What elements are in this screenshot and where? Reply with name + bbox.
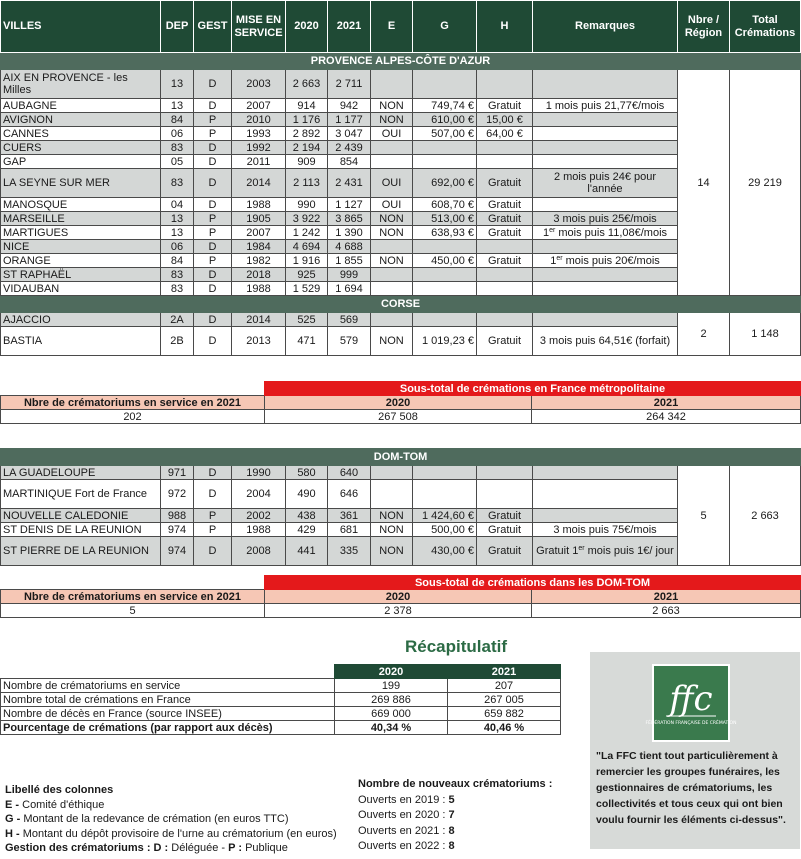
new-crem-item: Ouverts en 2022 : 8 — [358, 840, 455, 852]
e-cell: OUI — [371, 127, 413, 141]
subtotal-dom-title: Sous-total de crémations dans les DOM-TOM — [265, 576, 801, 590]
recap-label: Nombre de crématoriums en service — [1, 679, 335, 693]
h-cell: Gratuit — [477, 537, 533, 566]
h-cell — [477, 240, 533, 254]
val-2021-cell: 3 047 — [328, 127, 371, 141]
h-cell: Gratuit — [477, 169, 533, 198]
e-cell: NON — [371, 99, 413, 113]
g-cell: 450,00 € — [413, 254, 477, 268]
val-2020-cell: 925 — [286, 268, 328, 282]
g-cell: 513,00 € — [413, 212, 477, 226]
remarks-cell: 3 mois puis 25€/mois — [533, 212, 678, 226]
e-cell — [371, 141, 413, 155]
new-crem-item: Ouverts en 2020 : 7 — [358, 809, 455, 821]
g-cell — [413, 141, 477, 155]
mise-cell: 1992 — [232, 141, 286, 155]
legend-e: E - Comité d'éthique — [5, 798, 105, 811]
dep-cell: 971 — [161, 466, 194, 480]
val-2021-cell: 646 — [328, 480, 371, 509]
col-e: E — [371, 1, 413, 53]
gest-cell: D — [194, 141, 232, 155]
gest-cell: D — [194, 99, 232, 113]
val-2020-cell: 914 — [286, 99, 328, 113]
dep-cell: 2B — [161, 327, 194, 356]
remarks-cell — [533, 198, 678, 212]
g-cell — [413, 155, 477, 169]
remarks-cell — [533, 313, 678, 327]
blank-cell — [1, 382, 265, 396]
val-2021-cell: 569 — [328, 313, 371, 327]
remarks-cell: Gratuit 1er mois puis 1€/ jour — [533, 537, 678, 566]
e-cell — [371, 282, 413, 296]
dep-cell: 83 — [161, 268, 194, 282]
subtotal-dom-2021-header: 2021 — [532, 590, 801, 604]
ffc-logo — [645, 664, 737, 742]
val-2021-cell: 942 — [328, 99, 371, 113]
val-2021-cell: 335 — [328, 537, 371, 566]
gest-cell: P — [194, 509, 232, 523]
remarks-cell — [533, 466, 678, 480]
e-cell: OUI — [371, 169, 413, 198]
subtotal-metro-title: Sous-total de crémations en France métropolitaine — [265, 382, 801, 396]
h-cell — [477, 268, 533, 282]
ffc-quote: "La FFC tient tout particulièrement à remercier les groupes funéraires, les gestionnaires de crématoriums, les collectivités et tous ceux qui ont bien voulu fournir les éléments ci-dessus". — [596, 750, 786, 826]
g-cell: 430,00 € — [413, 537, 477, 566]
val-2020-cell: 490 — [286, 480, 328, 509]
h-cell: Gratuit — [477, 226, 533, 240]
h-cell: 15,00 € — [477, 113, 533, 127]
dep-cell: 974 — [161, 537, 194, 566]
recap-2021-header: 2021 — [448, 665, 561, 679]
region-total: 29 219 — [730, 70, 801, 296]
col-remarques: Remarques — [533, 1, 678, 53]
dep-cell: 972 — [161, 480, 194, 509]
recap-label: Nombre total de crémations en France — [1, 693, 335, 707]
new-crem-item: Ouverts en 2019 : 5 — [358, 793, 455, 806]
val-2021-cell: 1 177 — [328, 113, 371, 127]
subtotal-metro-table — [0, 381, 801, 424]
remarks-cell — [533, 113, 678, 127]
subtotal-metro-2020: 267 508 — [265, 410, 532, 424]
recap-title: Récapitulatif — [405, 637, 508, 656]
val-2021-cell: 854 — [328, 155, 371, 169]
val-2021-cell: 579 — [328, 327, 371, 356]
dep-cell: 84 — [161, 254, 194, 268]
gest-cell: P — [194, 254, 232, 268]
e-cell — [371, 155, 413, 169]
ffc-logo-graphic — [645, 666, 737, 740]
ville-cell: MARTIGUES — [1, 226, 161, 240]
dep-cell: 04 — [161, 198, 194, 212]
mise-cell: 1988 — [232, 198, 286, 212]
val-2021-cell: 1 390 — [328, 226, 371, 240]
val-2021-cell: 1 855 — [328, 254, 371, 268]
remarks-cell — [533, 141, 678, 155]
ffc-logo-letters: ffc — [669, 679, 713, 719]
dep-cell: 988 — [161, 509, 194, 523]
ffc-box — [590, 652, 800, 849]
ville-cell: MARTINIQUE Fort de France — [1, 480, 161, 509]
remarks-cell — [533, 268, 678, 282]
dep-cell: 13 — [161, 226, 194, 240]
val-2021-cell: 3 865 — [328, 212, 371, 226]
val-2020-cell: 2 113 — [286, 169, 328, 198]
gest-cell: D — [194, 70, 232, 99]
val-2020-cell: 1 916 — [286, 254, 328, 268]
g-cell — [413, 268, 477, 282]
recap-row — [1, 693, 561, 707]
val-2020-cell: 471 — [286, 327, 328, 356]
e-cell: NON — [371, 226, 413, 240]
region-header-row — [1, 296, 801, 313]
crematorium-table — [0, 0, 801, 356]
col-gest: GEST — [194, 1, 232, 53]
new-crem-item: Ouverts en 2021 : 8 — [358, 824, 455, 837]
subtotal-metro-2020-header: 2020 — [265, 396, 532, 410]
val-2020-cell: 990 — [286, 198, 328, 212]
mise-cell: 2003 — [232, 70, 286, 99]
e-cell: NON — [371, 523, 413, 537]
subtotal-dom-2021: 2 663 — [532, 604, 801, 618]
ville-cell: LA GUADELOUPE — [1, 466, 161, 480]
gest-cell: D — [194, 268, 232, 282]
col-villes: VILLES — [1, 1, 161, 53]
val-2020-cell: 2 194 — [286, 141, 328, 155]
h-cell: Gratuit — [477, 99, 533, 113]
dep-cell: 06 — [161, 127, 194, 141]
legend-g: G - Montant de la redevance de crémation (en euros TTC) — [5, 813, 289, 825]
ville-cell: AVIGNON — [1, 113, 161, 127]
ville-cell: ORANGE — [1, 254, 161, 268]
gest-cell: D — [194, 327, 232, 356]
h-cell — [477, 141, 533, 155]
mise-cell: 2010 — [232, 113, 286, 127]
recap-2021: 659 882 — [448, 707, 561, 721]
gest-cell: P — [194, 113, 232, 127]
dep-cell: 83 — [161, 169, 194, 198]
g-cell: 1 424,60 € — [413, 509, 477, 523]
region-total: 1 148 — [730, 313, 801, 356]
h-cell: 64,00 € — [477, 127, 533, 141]
mise-cell: 1988 — [232, 282, 286, 296]
region-title: CORSE — [1, 296, 801, 313]
mise-cell: 2014 — [232, 169, 286, 198]
g-cell: 500,00 € — [413, 523, 477, 537]
region-title: DOM-TOM — [1, 449, 801, 466]
e-cell — [371, 70, 413, 99]
legend-h: H - Montant du dépôt provisoire de l'urne au crématorium (en euros) — [5, 827, 337, 840]
val-2021-cell: 681 — [328, 523, 371, 537]
g-cell — [413, 70, 477, 99]
g-cell — [413, 480, 477, 509]
subtotal-metro-2021: 264 342 — [532, 410, 801, 424]
ville-cell: CUERS — [1, 141, 161, 155]
mise-cell: 1984 — [232, 240, 286, 254]
val-2021-cell: 2 711 — [328, 70, 371, 99]
col-nbre: Nbre / Région — [678, 1, 730, 53]
remarks-cell — [533, 70, 678, 99]
region-header-row — [1, 449, 801, 466]
mise-cell: 2018 — [232, 268, 286, 282]
val-2021-cell: 999 — [328, 268, 371, 282]
gest-cell: P — [194, 226, 232, 240]
recap-2020: 40,34 % — [335, 721, 448, 735]
recap-2021: 267 005 — [448, 693, 561, 707]
subtotal-metro-count: 202 — [1, 410, 265, 424]
val-2020-cell: 909 — [286, 155, 328, 169]
remarks-cell — [533, 480, 678, 509]
h-cell — [477, 155, 533, 169]
e-cell: OUI — [371, 198, 413, 212]
e-cell: NON — [371, 327, 413, 356]
col-mise: MISE EN SERVICE — [232, 1, 286, 53]
val-2020-cell: 525 — [286, 313, 328, 327]
h-cell — [477, 466, 533, 480]
ville-cell: MANOSQUE — [1, 198, 161, 212]
g-cell: 638,93 € — [413, 226, 477, 240]
gest-cell: D — [194, 155, 232, 169]
mise-cell: 2013 — [232, 327, 286, 356]
ville-cell: BASTIA — [1, 327, 161, 356]
recap-label: Nombre de décès en France (source INSEE) — [1, 707, 335, 721]
dep-cell: 06 — [161, 240, 194, 254]
gest-cell: D — [194, 480, 232, 509]
gest-cell: D — [194, 313, 232, 327]
val-2021-cell: 2 439 — [328, 141, 371, 155]
recap-table — [0, 664, 561, 735]
gest-cell: P — [194, 523, 232, 537]
ville-cell: ST PIERRE DE LA REUNION — [1, 537, 161, 566]
mise-cell: 2007 — [232, 99, 286, 113]
gest-cell: D — [194, 169, 232, 198]
dep-cell: 05 — [161, 155, 194, 169]
region-total: 2 663 — [730, 466, 801, 566]
val-2021-cell: 1 127 — [328, 198, 371, 212]
subtotal-dom-2020-header: 2020 — [265, 590, 532, 604]
h-cell — [477, 70, 533, 99]
e-cell — [371, 240, 413, 254]
dep-cell: 13 — [161, 212, 194, 226]
blank-cell — [1, 576, 265, 590]
table-row — [1, 70, 801, 99]
e-cell — [371, 268, 413, 282]
recap-label: Pourcentage de crémations (par rapport aux décès) — [1, 721, 335, 735]
mise-cell: 2004 — [232, 480, 286, 509]
val-2021-cell: 361 — [328, 509, 371, 523]
e-cell: NON — [371, 254, 413, 268]
col-g: G — [413, 1, 477, 53]
ville-cell: CANNES — [1, 127, 161, 141]
subtotal-dom-count: 5 — [1, 604, 265, 618]
region-count: 14 — [678, 70, 730, 296]
h-cell: Gratuit — [477, 523, 533, 537]
e-cell — [371, 466, 413, 480]
dep-cell: 84 — [161, 113, 194, 127]
recap-2020: 199 — [335, 679, 448, 693]
val-2020-cell: 1 529 — [286, 282, 328, 296]
recap-2021: 40,46 % — [448, 721, 561, 735]
subtotal-dom-2020: 2 378 — [265, 604, 532, 618]
col-h: H — [477, 1, 533, 53]
dep-cell: 2A — [161, 313, 194, 327]
recap-2020-header: 2020 — [335, 665, 448, 679]
remarks-cell: 3 mois puis 75€/mois — [533, 523, 678, 537]
remarks-cell: 1 mois puis 21,77€/mois — [533, 99, 678, 113]
recap-row — [1, 707, 561, 721]
region-count: 5 — [678, 466, 730, 566]
subtotal-metro-2021-header: 2021 — [532, 396, 801, 410]
mise-cell: 2011 — [232, 155, 286, 169]
val-2021-cell: 1 694 — [328, 282, 371, 296]
gest-cell: P — [194, 212, 232, 226]
ville-cell: VIDAUBAN — [1, 282, 161, 296]
mise-cell: 1982 — [232, 254, 286, 268]
remarks-cell — [533, 509, 678, 523]
ville-cell: NICE — [1, 240, 161, 254]
ville-cell: AJACCIO — [1, 313, 161, 327]
recap-row — [1, 679, 561, 693]
h-cell — [477, 480, 533, 509]
subtotal-dom-label: Nbre de crématoriums en service en 2021 — [1, 590, 265, 604]
table-row — [1, 466, 801, 480]
remarks-cell — [533, 240, 678, 254]
val-2020-cell: 1 242 — [286, 226, 328, 240]
remarks-cell: 2 mois puis 24€ pour l'année — [533, 169, 678, 198]
dep-cell: 13 — [161, 99, 194, 113]
e-cell — [371, 480, 413, 509]
val-2020-cell: 580 — [286, 466, 328, 480]
val-2021-cell: 640 — [328, 466, 371, 480]
mise-cell: 1988 — [232, 523, 286, 537]
subtotal-metro-label: Nbre de crématoriums en service en 2021 — [1, 396, 265, 410]
val-2020-cell: 1 176 — [286, 113, 328, 127]
mise-cell: 2014 — [232, 313, 286, 327]
h-cell: Gratuit — [477, 254, 533, 268]
remarks-cell: 1er mois puis 11,08€/mois — [533, 226, 678, 240]
mise-cell: 1990 — [232, 466, 286, 480]
recap-2020: 669 000 — [335, 707, 448, 721]
val-2020-cell: 441 — [286, 537, 328, 566]
col-2021: 2021 — [328, 1, 371, 53]
region-header-row — [1, 53, 801, 70]
gest-cell: D — [194, 282, 232, 296]
e-cell — [371, 313, 413, 327]
gest-cell: D — [194, 240, 232, 254]
val-2020-cell: 4 694 — [286, 240, 328, 254]
e-cell: NON — [371, 537, 413, 566]
mise-cell: 1905 — [232, 212, 286, 226]
region-count: 2 — [678, 313, 730, 356]
dep-cell: 83 — [161, 282, 194, 296]
legend-gest: Gestion des crématoriums : D : Déléguée - P : Publique — [5, 842, 288, 854]
mise-cell: 2002 — [232, 509, 286, 523]
region-title: PROVENCE ALPES-CÔTE D'AZUR — [1, 53, 801, 70]
column-legend — [5, 783, 337, 856]
remarks-cell: 3 mois puis 64,51€ (forfait) — [533, 327, 678, 356]
mise-cell: 2008 — [232, 537, 286, 566]
remarks-cell — [533, 282, 678, 296]
h-cell — [477, 313, 533, 327]
table-header-row — [1, 1, 801, 53]
gest-cell: D — [194, 537, 232, 566]
table-row — [1, 313, 801, 327]
ville-cell: AIX EN PROVENCE - les Milles — [1, 70, 161, 99]
remarks-cell — [533, 155, 678, 169]
domtom-table — [0, 448, 801, 566]
col-2020: 2020 — [286, 1, 328, 53]
new-crematoriums — [358, 777, 552, 855]
blank-cell — [1, 665, 335, 679]
e-cell: NON — [371, 509, 413, 523]
remarks-cell: 1er mois puis 20€/mois — [533, 254, 678, 268]
new-crem-title: Nombre de nouveaux crématoriums : — [358, 778, 553, 790]
val-2020-cell: 2 892 — [286, 127, 328, 141]
g-cell: 692,00 € — [413, 169, 477, 198]
val-2020-cell: 438 — [286, 509, 328, 523]
col-total: Total Crémations — [730, 1, 801, 53]
g-cell — [413, 282, 477, 296]
val-2021-cell: 2 431 — [328, 169, 371, 198]
val-2020-cell: 3 922 — [286, 212, 328, 226]
recap-row — [1, 721, 561, 735]
g-cell — [413, 466, 477, 480]
ville-cell: MARSEILLE — [1, 212, 161, 226]
h-cell — [477, 282, 533, 296]
e-cell: NON — [371, 113, 413, 127]
e-cell: NON — [371, 212, 413, 226]
gest-cell: P — [194, 127, 232, 141]
g-cell: 610,00 € — [413, 113, 477, 127]
ville-cell: ST RAPHAËL — [1, 268, 161, 282]
remarks-cell — [533, 127, 678, 141]
recap-2020: 269 886 — [335, 693, 448, 707]
recap-2021: 207 — [448, 679, 561, 693]
g-cell: 1 019,23 € — [413, 327, 477, 356]
g-cell: 749,74 € — [413, 99, 477, 113]
val-2020-cell: 2 663 — [286, 70, 328, 99]
g-cell — [413, 240, 477, 254]
val-2020-cell: 429 — [286, 523, 328, 537]
col-dep: DEP — [161, 1, 194, 53]
h-cell: Gratuit — [477, 198, 533, 212]
h-cell: Gratuit — [477, 212, 533, 226]
subtotal-dom-table — [0, 575, 801, 618]
val-2021-cell: 4 688 — [328, 240, 371, 254]
dep-cell: 13 — [161, 70, 194, 99]
g-cell: 507,00 € — [413, 127, 477, 141]
dep-cell: 83 — [161, 141, 194, 155]
dep-cell: 974 — [161, 523, 194, 537]
mise-cell: 2007 — [232, 226, 286, 240]
ville-cell: AUBAGNE — [1, 99, 161, 113]
mise-cell: 1993 — [232, 127, 286, 141]
g-cell: 608,70 € — [413, 198, 477, 212]
ville-cell: LA SEYNE SUR MER — [1, 169, 161, 198]
g-cell — [413, 313, 477, 327]
legend-title: Libellé des colonnes — [5, 784, 114, 796]
gest-cell: D — [194, 198, 232, 212]
h-cell: Gratuit — [477, 327, 533, 356]
ville-cell: ST DENIS DE LA REUNION — [1, 523, 161, 537]
gest-cell: D — [194, 466, 232, 480]
ville-cell: GAP — [1, 155, 161, 169]
h-cell: Gratuit — [477, 509, 533, 523]
ville-cell: NOUVELLE CALEDONIE — [1, 509, 161, 523]
ffc-logo-caption: FÉDÉRATION FRANÇAISE DE CRÉMATION — [645, 721, 737, 726]
